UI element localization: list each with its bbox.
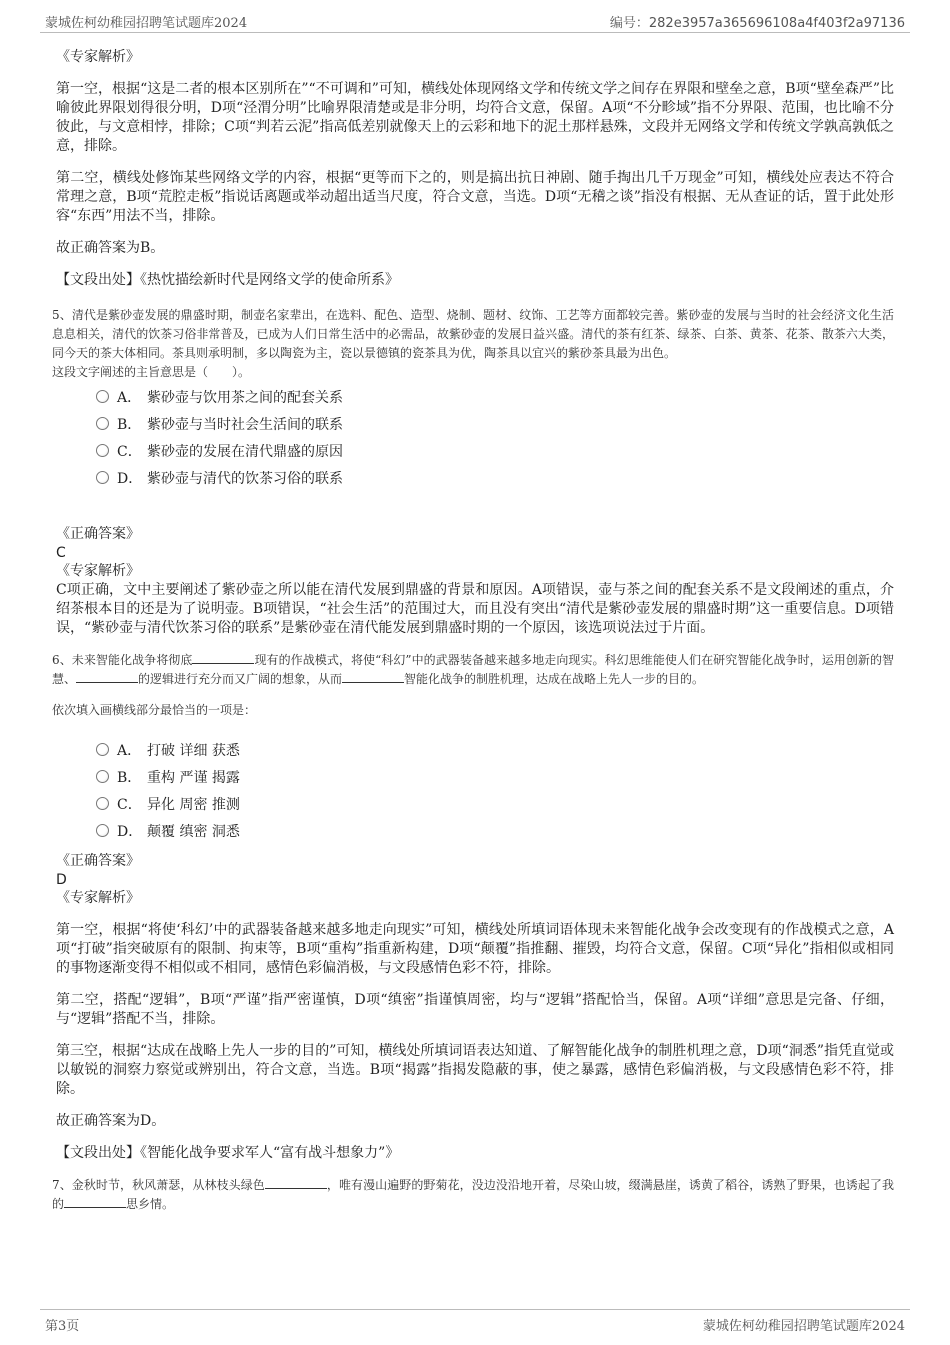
analysis-paragraph: 第二空，搭配“逻辑”，B项“严谨”指严密谨慎，D项“缜密”指谨慎周密，均与“逻辑”搭配恰当，保留。A项“详细”意思是完备、仔细，与“逻辑”搭配不当，排除。 [56, 992, 894, 1027]
header-doc-id: 编号：282e3957a365696108a4f403f2a97136 [609, 16, 905, 31]
question-6-stem: 6、未来智能化战争将彻底 现有的作战模式，将使“科幻”中的武器装备越来越多地走向现实。科幻思维能使人们在研究智能化战争时，运用创新的智慧、 的逻辑进行充分而又广阔的想象，从而 智能化战争的制胜机理，达成在战略上先人一步的目的。 [52, 653, 895, 686]
analysis-paragraph: 第一空，根据“将使‘科幻’中的武器装备越来越多地走向现实”可知，横线处所填词语体现未来智能化战争会改变现有的作战模式之意，A项“打破”指突破原有的限制、拘束等，B项“重构”指重新构建，D项“颠覆”指推翻、摧毁，均符合文意，保留。C项“异化”指相似或相同的事物逐渐变得不相似或不相同，感情色彩偏消极，与文段感情色彩不符，排除。 [56, 922, 894, 976]
analysis-paragraph: C项正确，文中主要阐述了紫砂壶之所以能在清代发展到鼎盛的背景和原因。A项错误，壶与茶之间的配套关系不是文段阐述的重点，介绍茶根本目的还是为了说明壶。B项错误，“社会生活”的范围过大，而且没有突出“清代是紫砂壶发展的鼎盛时期”这一重要信息。D项错误，“紫砂壶与清代饮茶习俗的联系”是紫砂壶在清代能发展到鼎盛时期的一个原因，该选项说法过于片面。 [56, 582, 894, 636]
question-6-options [56, 736, 894, 844]
page-header [0, 0, 950, 36]
option-b[interactable]: B． 重构 严谨 揭露 [96, 763, 894, 790]
expert-analysis-label: 《专家解析》 [56, 563, 140, 579]
radio-button[interactable] [96, 770, 109, 783]
header-title: 蒙城佐柯幼稚园招聘笔试题库2024 [45, 16, 248, 31]
analysis-paragraph: 第一空，根据“这是二者的根本区别所在”“不可调和”可知，横线处体现网络文学和传统文学之间存在界限和壁垒之意，B项“壁垒森严”比喻彼此界限划得很分明，D项“泾渭分明”比喻界限清楚或是非分明，均符合文意，保留。A项“不分畛域”指不分界限、范围，也比喻不分彼此，与文意相悖，排除；C项“判若云泥”指高低差别就像天上的云彩和地下的泥土那样悬殊，文段并无网络文学和传统文学孰高孰低之意，排除。 [56, 81, 894, 154]
conclusion: 故正确答案为D。 [56, 1113, 166, 1129]
option-d[interactable]: D． 紫砂壶与清代的饮茶习俗的联系 [96, 464, 894, 491]
source-citation: 【文段出处】《热忱描绘新时代是网络文学的使命所系》 [56, 272, 399, 288]
radio-button[interactable] [96, 471, 109, 484]
header-divider [40, 32, 910, 33]
question-5-prompt: 这段文字阐述的主旨意思是（ ）。 [52, 365, 251, 379]
correct-answer-label: 《正确答案》 [56, 853, 140, 869]
page-content [52, 46, 895, 1214]
analysis-paragraph: 第二空，横线处修饰某些网络文学的内容，根据“更等而下之的，则是搞出抗日神剧、随手掏出几千万现金”可知，横线处应表达不符合常理之意，B项“荒腔走板”指说话离题或举动超出适当尺度，符合文意，当选。D项“无稽之谈”指没有根据、无从查证的话，置于此处形容“东西”用法不当，排除。 [56, 170, 894, 224]
correct-answer: D [56, 872, 67, 888]
expert-analysis-label: 《专家解析》 [56, 49, 140, 65]
radio-button[interactable] [96, 797, 109, 810]
source-citation: 【文段出处】《智能化战争要求军人“富有战斗想象力”》 [56, 1145, 400, 1161]
correct-answer-label: 《正确答案》 [56, 526, 140, 542]
conclusion: 故正确答案为B。 [56, 240, 165, 256]
option-b[interactable]: B． 紫砂壶与当时社会生活间的联系 [96, 410, 894, 437]
footer-title: 蒙城佐柯幼稚园招聘笔试题库2024 [702, 1319, 905, 1334]
question-7-stem: 7、金秋时节，秋风萧瑟，从林枝头绿色 ，唯有漫山遍野的野菊花，没边没沿地开着，尽染山坡，缀满悬崖，诱黄了稻谷，诱熟了野果，也诱起了我的 思乡情。 [52, 1178, 894, 1211]
option-c[interactable]: C． 紫砂壶的发展在清代鼎盛的原因 [96, 437, 894, 464]
radio-button[interactable] [96, 743, 109, 756]
fill-blank [342, 670, 404, 683]
fill-blank [64, 1195, 126, 1208]
option-a[interactable]: A． 打破 详细 获悉 [96, 736, 894, 763]
question-6-prompt: 依次填入画横线部分最恰当的一项是： [52, 703, 257, 717]
radio-button[interactable] [96, 444, 109, 457]
footer-divider [40, 1309, 910, 1310]
radio-button[interactable] [96, 390, 109, 403]
analysis-paragraph: 第三空，根据“达成在战略上先人一步的目的”可知，横线处所填词语表达知道、了解智能化战争的制胜机理之意，D项“洞悉”指凭直觉或以敏锐的洞察力察觉或辨别出，符合文意，当选。B项“揭露”指揭发隐蔽的事，使之暴露，感情色彩偏消极，与文段感情色彩不符，排除。 [56, 1043, 894, 1097]
question-5-stem: 5、清代是紫砂壶发展的鼎盛时期，制壶名家辈出，在选料、配色、造型、烧制、题材、纹饰、工艺等方面都较完善。紫砂壶的发展与当时的社会经济文化生活息息相关，清代的饮茶习俗非常普及，已成为人们日常生活中的必需品，故紫砂壶的发展日益兴盛。清代的茶有红茶、绿茶、白茶、黄茶、花茶、散茶六大类，同今天的茶大体相同。茶具则承明制，多以陶瓷为主，瓷以景德镇的瓷茶具为优，陶茶具以宜兴的紫砂茶具最为出色。 [52, 308, 894, 360]
expert-analysis-label: 《专家解析》 [56, 890, 140, 906]
radio-button[interactable] [96, 417, 109, 430]
fill-blank [265, 1176, 327, 1189]
fill-blank [192, 651, 254, 664]
option-c[interactable]: C． 异化 周密 推测 [96, 790, 894, 817]
radio-button[interactable] [96, 824, 109, 837]
option-a[interactable]: A． 紫砂壶与饮用茶之间的配套关系 [96, 383, 894, 410]
correct-answer: C [56, 545, 66, 561]
question-5-options [56, 383, 894, 491]
page-number: 第3页 [45, 1319, 80, 1334]
option-d[interactable]: D． 颠覆 缜密 洞悉 [96, 817, 894, 844]
fill-blank [76, 670, 138, 683]
